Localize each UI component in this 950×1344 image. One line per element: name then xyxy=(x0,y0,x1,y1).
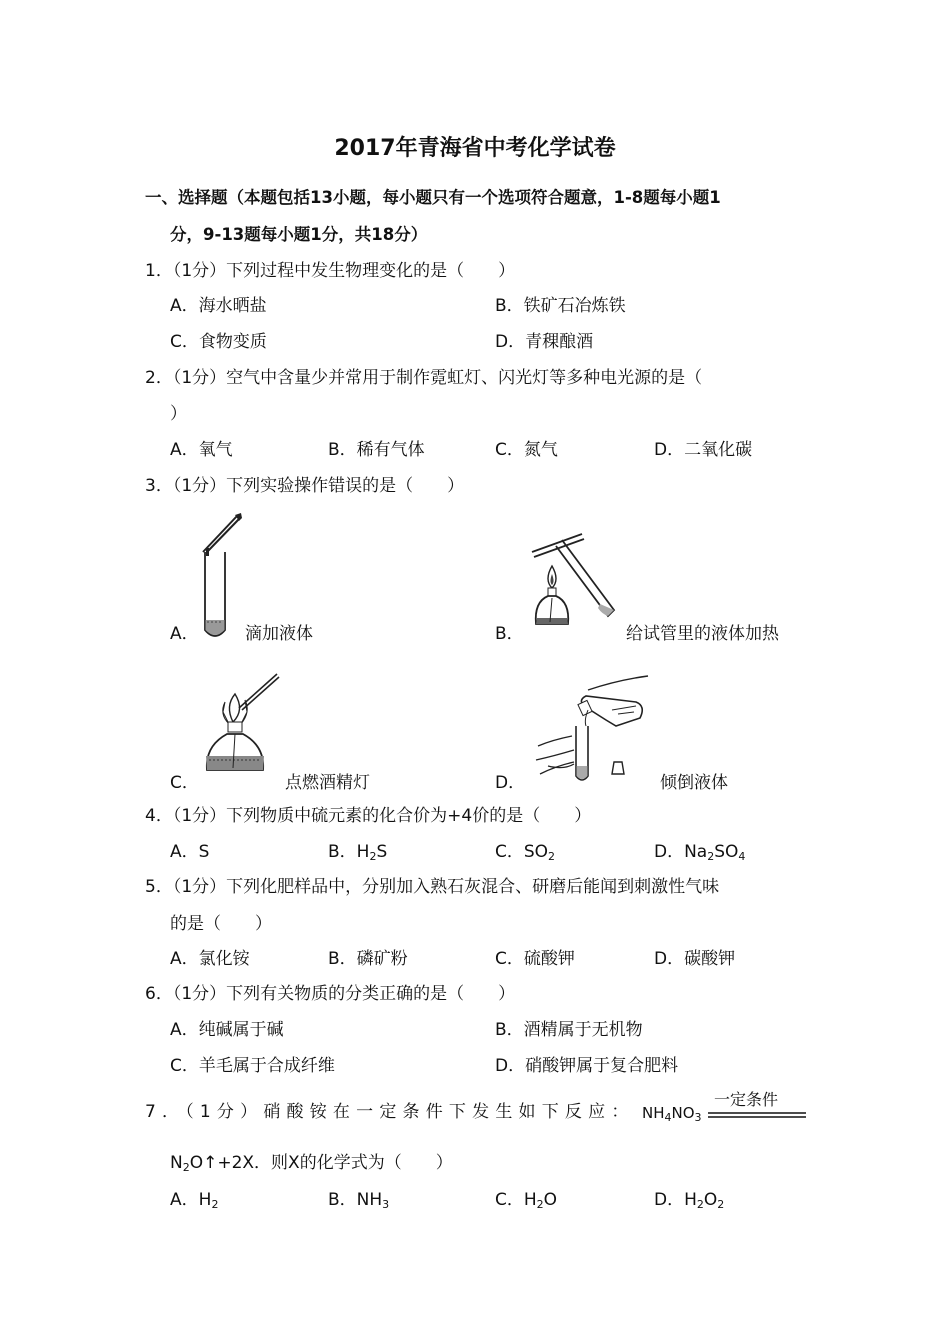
question-3-option-c-letter: C． xyxy=(170,773,199,793)
question-3-option-c-text: 点燃酒精灯 xyxy=(285,773,370,793)
question-6-option-a: A．纯碱属于碱 xyxy=(170,1020,284,1040)
question-3-option-d-text: 倾倒液体 xyxy=(660,773,728,793)
question-5-option-d: D．碳酸钾 xyxy=(654,949,736,969)
question-3-option-a-letter: A． xyxy=(170,624,199,644)
reaction-equals-sign xyxy=(708,1112,808,1120)
heating-test-tube-icon xyxy=(522,522,632,640)
reaction-condition: 一定条件 xyxy=(714,1090,779,1109)
question-2-stem: 2．（1分）空气中含量少并常用于制作霓虹灯、闪光灯等多种电光源的是（ xyxy=(145,368,703,388)
question-4-option-d: D．$Na_2SO_4$ xyxy=(654,842,746,863)
question-5-option-b: B．磷矿粉 xyxy=(328,949,408,969)
page-title: 2017年青海省中考化学试卷 xyxy=(334,136,616,161)
question-1-option-d: D．青稞酿酒 xyxy=(495,332,594,352)
question-4-option-b: B．$H_2S$ xyxy=(328,842,388,863)
question-6-option-d: D．硝酸钾属于复合肥料 xyxy=(495,1056,679,1076)
question-2-option-b: B．稀有气体 xyxy=(328,440,425,460)
question-2-option-a: A．氧气 xyxy=(170,440,233,460)
question-2-option-d: D．二氧化碳 xyxy=(654,440,753,460)
question-7-option-c: C．$H_2O$ xyxy=(495,1190,558,1211)
question-5-stem-cont: 的是（ ） xyxy=(170,914,272,934)
section-heading-line2: 分，9-13题每小题1分，共18分） xyxy=(170,225,428,244)
question-4-stem: 4．（1分）下列物质中硫元素的化合价为+4价的是（ ） xyxy=(145,806,592,826)
alcohol-lamp-icon xyxy=(195,672,285,792)
question-3-option-d-letter: D． xyxy=(495,773,526,793)
question-1-stem: 1．（1分）下列过程中发生物理变化的是（ ） xyxy=(145,261,516,281)
question-7-option-b: B．$NH_3$ xyxy=(328,1190,390,1211)
question-1-option-b: B．铁矿石冶炼铁 xyxy=(495,296,626,316)
question-7-stem-cont: $N_2O↑+2X$．则X的化学式为（ ） xyxy=(170,1153,453,1174)
question-3-option-b-letter: B． xyxy=(495,624,524,644)
pouring-liquid-icon xyxy=(528,670,668,790)
question-6-stem: 6．（1分）下列有关物质的分类正确的是（ ） xyxy=(145,984,516,1004)
question-3-option-a-text: 滴加液体 xyxy=(245,624,313,644)
question-7-stem: 7．（1分）硝酸铵在一定条件下发生如下反应： xyxy=(145,1102,635,1122)
question-7-reactant: $NH_4NO_3$ xyxy=(642,1104,702,1124)
question-1-option-c: C．食物变质 xyxy=(170,332,267,352)
question-6-option-b: B．酒精属于无机物 xyxy=(495,1020,643,1040)
question-2-option-c: C．氮气 xyxy=(495,440,558,460)
question-3-option-b-text: 给试管里的液体加热 xyxy=(626,624,779,644)
question-6-option-c: C．羊毛属于合成纤维 xyxy=(170,1056,335,1076)
section-heading-line1: 一、选择题（本题包括13小题，每小题只有一个选项符合题意，1-8题每小题1 xyxy=(145,188,721,207)
question-1-option-a: A．海水晒盐 xyxy=(170,296,267,316)
question-5-stem: 5．（1分）下列化肥样品中，分别加入熟石灰混合、研磨后能闻到刺激性气味 xyxy=(145,877,720,897)
question-5-option-c: C．硫酸钾 xyxy=(495,949,575,969)
question-3-stem: 3．（1分）下列实验操作错误的是（ ） xyxy=(145,476,465,496)
question-5-option-a: A．氯化铵 xyxy=(170,949,250,969)
question-7-option-d: D．$H_2O_2$ xyxy=(654,1190,725,1211)
question-4-option-a: A．S xyxy=(170,842,210,862)
question-2-stem-cont: ） xyxy=(170,404,187,424)
question-4-option-c: C．$SO_2$ xyxy=(495,842,556,863)
question-7-option-a: A．$H_2$ xyxy=(170,1190,219,1211)
